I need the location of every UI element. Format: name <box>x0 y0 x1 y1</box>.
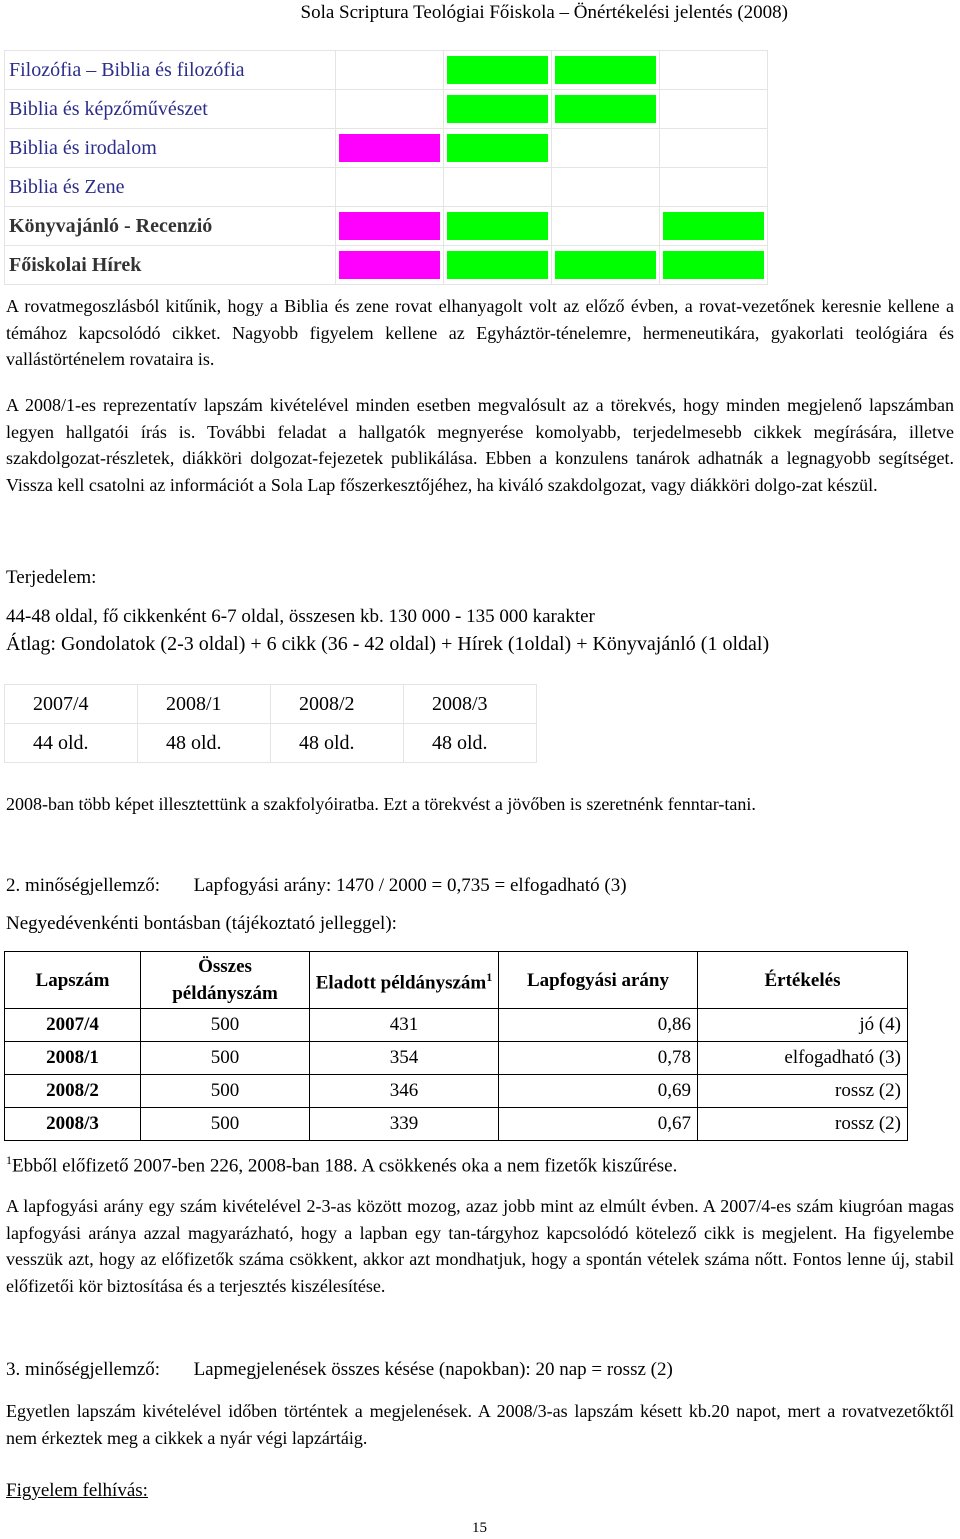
pink-marker <box>339 251 440 279</box>
pages-header-cell: 2008/2 <box>271 685 404 724</box>
footnote-mark: 1 <box>6 1153 12 1167</box>
figyelem-heading: Figyelem felhívás: <box>6 1480 148 1501</box>
rovat-table <box>4 50 768 285</box>
quarterly-table <box>4 951 908 1141</box>
header-lapszam: Lapszám <box>5 952 141 1009</box>
quarterly-cell: 500 <box>141 1108 310 1141</box>
pages-header-row <box>5 685 537 724</box>
rovat-cell <box>444 51 552 90</box>
rovat-cell <box>444 129 552 168</box>
pages-table <box>4 684 537 763</box>
paragraph-hallgatoi: A 2008/1-es reprezentatív lapszám kivételével minden esetben megvalósult az a törekvés, hogy minden megjelenő lapszámban legyen hallgatói írás is. További feladat a hallgatók megnyerése komolyabb, terjedelmesebb cikkek megírására, illetve szakdolgozat-részletek, diákköri dolgozat-fejezetek publikálása. Ebben a konzulens tanárok adhatnák a legnagyobb segítséget. Vissza kell csatolni az információt a Sola Lap főszerkesztőjéhez, ha kiváló szakdolgozat, vagy diákköri dolgo-zat készül. <box>6 395 954 495</box>
rovat-cell <box>552 168 660 207</box>
rovat-cell <box>552 207 660 246</box>
q2-label: 2. minőségjellemző: <box>6 875 161 896</box>
quarterly-cell: 0,69 <box>499 1075 698 1108</box>
quarterly-row <box>5 1075 908 1108</box>
rovat-row <box>5 207 768 246</box>
paragraph-rovat: A rovatmegoszlásból kitűnik, hogy a Biblia és zene rovat elhanyagolt volt az előző évben, a rovat-vezetőnek keresnie kellene a témához kapcsolódó cikket. Nagyobb figyelem kellene az Egyháztör-ténelemre, hermeneutikára, gyakorlati teológiára és vallástörténelem rovataira is. <box>6 296 954 369</box>
rovat-cell <box>336 207 444 246</box>
quarterly-cell: 500 <box>141 1075 310 1108</box>
pages-value-cell: 48 old. <box>404 724 537 763</box>
page-number: 15 <box>472 1520 487 1536</box>
pages-value-cell: 48 old. <box>138 724 271 763</box>
quarterly-cell: 0,67 <box>499 1108 698 1141</box>
rovat-cell <box>336 51 444 90</box>
rovat-cell <box>336 129 444 168</box>
q2-text: Lapfogyási arány: 1470 / 2000 = 0,735 = elfogadható (3) <box>193 875 627 896</box>
rovat-cell <box>444 90 552 129</box>
pink-marker <box>339 134 440 162</box>
q3-label: 3. minőségjellemző: <box>6 1359 161 1380</box>
header-ertekeles: Értékelés <box>698 952 908 1009</box>
green-marker <box>447 212 548 240</box>
page-header: Sola Scriptura Teológiai Főiskola – Önértékelési jelentés (2008) <box>300 2 788 23</box>
green-marker <box>447 56 548 84</box>
rovat-name: Főiskolai Hírek <box>5 246 336 285</box>
rovat-cell <box>552 90 660 129</box>
terjedelem-label: Terjedelem: <box>6 567 97 588</box>
rovat-cell <box>444 168 552 207</box>
rovat-name: Filozófia – Biblia és filozófia <box>5 51 336 90</box>
quarterly-cell: 346 <box>310 1075 499 1108</box>
header-osszes: Összes példányszám <box>141 952 310 1009</box>
green-marker <box>663 251 764 279</box>
paragraph-keses: Egyetlen lapszám kivételével időben történtek a megjelenések. A 2008/3-as lapszám késett kb.20 napot, mert a rovatvezetőktől nem érkeztek meg a cikkek a nyár végi lapzártáig. <box>6 1401 954 1448</box>
quarterly-cell: 2007/4 <box>5 1009 141 1042</box>
q3-text: Lapmegjelenések összes késése (napokban): 20 nap = rossz (2) <box>193 1359 673 1380</box>
rovat-cell <box>552 51 660 90</box>
quarterly-cell: jó (4) <box>698 1009 908 1042</box>
green-marker <box>555 56 656 84</box>
quarterly-cell: elfogadható (3) <box>698 1042 908 1075</box>
quarterly-cell: 339 <box>310 1108 499 1141</box>
quarterly-header-row <box>5 952 908 1009</box>
quarterly-cell: rossz (2) <box>698 1075 908 1108</box>
quarterly-cell: 354 <box>310 1042 499 1075</box>
q3-line <box>6 1359 673 1381</box>
pink-marker <box>339 212 440 240</box>
footnote <box>6 1153 677 1177</box>
paragraph-lapfogyas: A lapfogyási arány egy szám kivételével 2-3-as között mozog, azaz jobb mint az elmúlt évben. A 2007/4-es szám kiugróan magas lapfogyási arányа azzal magyarázható, hogy a lapban egy tan-tárgyhoz kapcsolódó kötelező cikk is megjelent. Ha figyelembe vesszük azt, hogy az előfizetők száma csökkent, akkor azt mondhatjuk, hogy a spontán vételek száma nőtt. Fontos lenne új, stabil előfizetői kör biztosítása és a terjesztés kiszélesítése. <box>6 1196 954 1296</box>
green-marker <box>555 251 656 279</box>
pages-value-cell: 44 old. <box>5 724 138 763</box>
pages-header-cell: 2008/1 <box>138 685 271 724</box>
rovat-cell <box>660 129 768 168</box>
pages-header-cell: 2007/4 <box>5 685 138 724</box>
green-marker <box>663 212 764 240</box>
rovat-name: Biblia és Zene <box>5 168 336 207</box>
header-eladott <box>310 952 499 1009</box>
pages-value-row <box>5 724 537 763</box>
rovat-row <box>5 90 768 129</box>
quarterly-row <box>5 1042 908 1075</box>
pages-header-cell: 2008/3 <box>404 685 537 724</box>
quarterly-cell: 500 <box>141 1009 310 1042</box>
quarterly-cell: 2008/3 <box>5 1108 141 1141</box>
quarterly-cell: 431 <box>310 1009 499 1042</box>
rovat-row <box>5 51 768 90</box>
rovat-cell <box>336 246 444 285</box>
rovat-cell <box>660 168 768 207</box>
green-marker <box>447 134 548 162</box>
quarterly-cell: 0,78 <box>499 1042 698 1075</box>
footnote-ref: 1 <box>486 969 493 984</box>
q2-line <box>6 875 627 897</box>
rovat-row <box>5 129 768 168</box>
pages-value-cell: 48 old. <box>271 724 404 763</box>
quarterly-cell: 2008/2 <box>5 1075 141 1108</box>
rovat-name: Könyvajánló - Recenzió <box>5 207 336 246</box>
terjedelem-line: 44-48 oldal, fő cikkenként 6-7 oldal, összesen kb. 130 000 - 135 000 karakter <box>6 606 595 627</box>
rovat-row <box>5 168 768 207</box>
rovat-cell <box>552 246 660 285</box>
header-eladott-label: Eladott példányszám <box>315 972 487 994</box>
footnote-text: Ebből előfizető 2007-ben 226, 2008-ban 188. A csökkenés oka a nem fizetők kiszűrése. <box>12 1155 678 1177</box>
green-marker <box>447 95 548 123</box>
rovat-cell <box>552 129 660 168</box>
quarterly-cell: rossz (2) <box>698 1108 908 1141</box>
quarterly-row <box>5 1108 908 1141</box>
rovat-cell <box>660 51 768 90</box>
quarterly-cell: 2008/1 <box>5 1042 141 1075</box>
green-marker <box>555 95 656 123</box>
header-arany: Lapfogyási arány <box>499 952 698 1009</box>
atlag-line: Átlag: Gondolatok (2-3 oldal) + 6 cikk (36 - 42 oldal) + Hírek (1oldal) + Könyvajánló (1 oldal) <box>6 633 770 655</box>
rovat-cell <box>660 207 768 246</box>
quarterly-label: Negyedévenkénti bontásban (tájékoztató jelleggel): <box>6 913 397 934</box>
paragraph-kepek: 2008-ban több képet illesztettünk a szakfolyóiratba. Ezt a törekvést a jövőben is szeretnénk fenntar-tani. <box>6 794 756 814</box>
rovat-name: Biblia és képzőművészet <box>5 90 336 129</box>
quarterly-cell: 500 <box>141 1042 310 1075</box>
rovat-cell <box>660 90 768 129</box>
rovat-cell <box>336 168 444 207</box>
rovat-cell <box>336 90 444 129</box>
green-marker <box>447 251 548 279</box>
quarterly-cell: 0,86 <box>499 1009 698 1042</box>
rovat-cell <box>444 246 552 285</box>
rovat-row <box>5 246 768 285</box>
rovat-cell <box>660 246 768 285</box>
quarterly-row <box>5 1009 908 1042</box>
rovat-name: Biblia és irodalom <box>5 129 336 168</box>
rovat-cell <box>444 207 552 246</box>
